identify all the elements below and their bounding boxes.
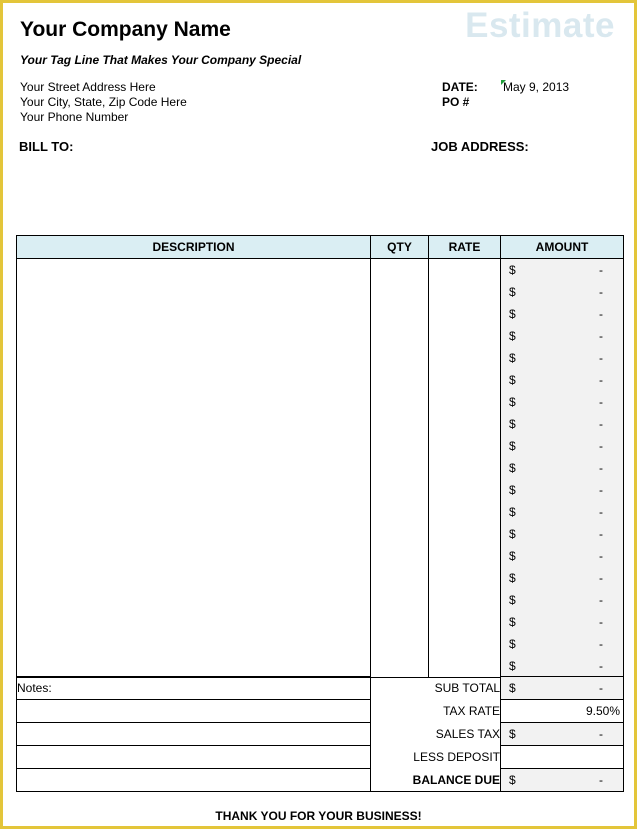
summary-label: SUB TOTAL xyxy=(371,677,501,700)
amount-value: - xyxy=(599,329,603,343)
notes-line[interactable] xyxy=(17,700,371,723)
rate-cell[interactable] xyxy=(429,633,501,655)
summary-table xyxy=(16,676,624,792)
summary-label: BALANCE DUE xyxy=(371,769,501,792)
summary-value: - xyxy=(599,773,603,787)
table-row xyxy=(17,413,624,435)
description-cell[interactable] xyxy=(17,589,371,611)
currency-symbol: $ xyxy=(509,727,516,741)
summary-amount-cell[interactable] xyxy=(501,723,624,746)
table-row xyxy=(17,655,624,678)
description-cell[interactable] xyxy=(17,303,371,325)
description-cell[interactable] xyxy=(17,391,371,413)
currency-symbol: $ xyxy=(509,263,516,277)
description-cell[interactable] xyxy=(17,325,371,347)
currency-symbol: $ xyxy=(509,637,516,651)
amount-value: - xyxy=(599,637,603,651)
summary-row xyxy=(17,723,624,746)
column-header-qty: QTY xyxy=(371,236,429,259)
summary-value: - xyxy=(599,727,603,741)
rate-cell[interactable] xyxy=(429,611,501,633)
table-row xyxy=(17,435,624,457)
summary-row xyxy=(17,746,624,769)
summary-amount-cell[interactable] xyxy=(501,700,624,723)
currency-symbol: $ xyxy=(509,527,516,541)
amount-cell[interactable] xyxy=(501,281,624,303)
description-cell[interactable] xyxy=(17,435,371,457)
amount-value: - xyxy=(599,483,603,497)
amount-cell[interactable] xyxy=(501,325,624,347)
currency-symbol: $ xyxy=(509,773,516,787)
amount-value: - xyxy=(599,417,603,431)
rate-cell[interactable] xyxy=(429,589,501,611)
description-cell[interactable] xyxy=(17,413,371,435)
table-row xyxy=(17,347,624,369)
qty-cell[interactable] xyxy=(371,303,429,325)
description-cell[interactable] xyxy=(17,281,371,303)
table-row xyxy=(17,589,624,611)
table-row xyxy=(17,501,624,523)
amount-value: - xyxy=(599,351,603,365)
amount-value: - xyxy=(599,659,603,673)
summary-amount-cell[interactable] xyxy=(501,746,624,769)
qty-cell[interactable] xyxy=(371,369,429,391)
summary-label: TAX RATE xyxy=(371,700,501,723)
summary-row xyxy=(17,769,624,792)
summary-value: - xyxy=(599,681,603,695)
amount-cell[interactable] xyxy=(501,457,624,479)
rate-cell[interactable] xyxy=(429,479,501,501)
rate-cell[interactable] xyxy=(429,545,501,567)
currency-symbol: $ xyxy=(509,659,516,673)
qty-cell[interactable] xyxy=(371,523,429,545)
rate-cell[interactable] xyxy=(429,435,501,457)
table-row xyxy=(17,633,624,655)
currency-symbol: $ xyxy=(509,505,516,519)
qty-cell[interactable] xyxy=(371,633,429,655)
notes-line[interactable] xyxy=(17,769,371,792)
currency-symbol: $ xyxy=(509,307,516,321)
amount-cell[interactable] xyxy=(501,391,624,413)
description-cell[interactable] xyxy=(17,259,371,282)
table-header-row xyxy=(17,236,624,259)
rate-cell[interactable] xyxy=(429,457,501,479)
rate-cell[interactable] xyxy=(429,567,501,589)
street-address: Your Street Address Here xyxy=(20,80,156,94)
currency-symbol: $ xyxy=(509,285,516,299)
qty-cell[interactable] xyxy=(371,347,429,369)
summary-amount-cell[interactable] xyxy=(501,677,624,700)
qty-cell[interactable] xyxy=(371,589,429,611)
amount-value: - xyxy=(599,285,603,299)
notes-line[interactable] xyxy=(17,746,371,769)
job-address-label: JOB ADDRESS: xyxy=(431,139,529,154)
table-row xyxy=(17,325,624,347)
column-header-description: DESCRIPTION xyxy=(17,236,371,259)
qty-cell[interactable] xyxy=(371,655,429,678)
amount-value: - xyxy=(599,461,603,475)
amount-cell[interactable] xyxy=(501,303,624,325)
qty-cell[interactable] xyxy=(371,501,429,523)
description-cell[interactable] xyxy=(17,545,371,567)
summary-row xyxy=(17,677,624,700)
qty-cell[interactable] xyxy=(371,611,429,633)
qty-cell[interactable] xyxy=(371,413,429,435)
table-row xyxy=(17,545,624,567)
description-cell[interactable] xyxy=(17,501,371,523)
rate-cell[interactable] xyxy=(429,369,501,391)
currency-symbol: $ xyxy=(509,571,516,585)
rate-cell[interactable] xyxy=(429,501,501,523)
description-cell[interactable] xyxy=(17,479,371,501)
column-header-rate: RATE xyxy=(429,236,501,259)
description-cell[interactable] xyxy=(17,347,371,369)
amount-value: - xyxy=(599,439,603,453)
table-row xyxy=(17,611,624,633)
rate-cell[interactable] xyxy=(429,413,501,435)
line-items-body xyxy=(17,259,624,678)
table-row xyxy=(17,391,624,413)
rate-cell[interactable] xyxy=(429,347,501,369)
description-cell[interactable] xyxy=(17,523,371,545)
amount-cell[interactable] xyxy=(501,369,624,391)
rate-cell[interactable] xyxy=(429,325,501,347)
thank-you-message: THANK YOU FOR YOUR BUSINESS! xyxy=(215,809,422,823)
currency-symbol: $ xyxy=(509,549,516,563)
city-state-zip: Your City, State, Zip Code Here xyxy=(20,95,187,109)
summary-body xyxy=(17,677,624,792)
amount-cell[interactable] xyxy=(501,523,624,545)
table-row xyxy=(17,281,624,303)
currency-symbol: $ xyxy=(509,615,516,629)
table-row xyxy=(17,457,624,479)
po-label: PO # xyxy=(442,95,470,109)
qty-cell[interactable] xyxy=(371,281,429,303)
currency-symbol: $ xyxy=(509,461,516,475)
amount-value: - xyxy=(599,395,603,409)
rate-cell[interactable] xyxy=(429,303,501,325)
amount-cell[interactable] xyxy=(501,501,624,523)
table-row xyxy=(17,369,624,391)
description-cell[interactable] xyxy=(17,655,371,678)
currency-symbol: $ xyxy=(509,439,516,453)
summary-row xyxy=(17,700,624,723)
summary-label: SALES TAX xyxy=(371,723,501,746)
table-row xyxy=(17,479,624,501)
amount-cell[interactable] xyxy=(501,589,624,611)
amount-value: - xyxy=(599,263,603,277)
amount-cell[interactable] xyxy=(501,413,624,435)
qty-cell[interactable] xyxy=(371,457,429,479)
amount-value: - xyxy=(599,571,603,585)
date-value[interactable]: May 9, 2013 xyxy=(503,80,570,94)
description-cell[interactable] xyxy=(17,633,371,655)
qty-cell[interactable] xyxy=(371,545,429,567)
qty-cell[interactable] xyxy=(371,479,429,501)
company-tagline: Your Tag Line That Makes Your Company Special xyxy=(20,53,302,67)
notes-line[interactable] xyxy=(17,723,371,746)
date-label: DATE: xyxy=(442,80,478,94)
amount-cell[interactable] xyxy=(501,545,624,567)
amount-cell[interactable] xyxy=(501,259,624,282)
amount-cell[interactable] xyxy=(501,633,624,655)
table-row xyxy=(17,259,624,282)
description-cell[interactable] xyxy=(17,611,371,633)
bill-to-label: BILL TO: xyxy=(19,139,74,154)
amount-cell[interactable] xyxy=(501,655,624,678)
qty-cell[interactable] xyxy=(371,325,429,347)
qty-cell[interactable] xyxy=(371,567,429,589)
currency-symbol: $ xyxy=(509,373,516,387)
rate-cell[interactable] xyxy=(429,655,501,678)
currency-symbol: $ xyxy=(509,417,516,431)
currency-symbol: $ xyxy=(509,593,516,607)
currency-symbol: $ xyxy=(509,351,516,365)
amount-cell[interactable] xyxy=(501,611,624,633)
table-row xyxy=(17,567,624,589)
qty-cell[interactable] xyxy=(371,435,429,457)
line-items-table xyxy=(16,235,624,678)
amount-cell[interactable] xyxy=(501,347,624,369)
description-cell[interactable] xyxy=(17,567,371,589)
currency-symbol: $ xyxy=(509,329,516,343)
notes-label[interactable]: Notes: xyxy=(17,677,371,700)
amount-value: - xyxy=(599,373,603,387)
rate-cell[interactable] xyxy=(429,523,501,545)
amount-cell[interactable] xyxy=(501,567,624,589)
amount-value: - xyxy=(599,307,603,321)
amount-cell[interactable] xyxy=(501,479,624,501)
summary-value: 9.50% xyxy=(585,704,620,718)
company-name: Your Company Name xyxy=(20,18,231,41)
currency-symbol: $ xyxy=(509,681,516,695)
document-title: Estimate xyxy=(465,6,615,45)
amount-value: - xyxy=(599,615,603,629)
qty-cell[interactable] xyxy=(371,259,429,282)
description-cell[interactable] xyxy=(17,369,371,391)
rate-cell[interactable] xyxy=(429,259,501,282)
amount-value: - xyxy=(599,505,603,519)
table-row xyxy=(17,303,624,325)
table-row xyxy=(17,523,624,545)
amount-value: - xyxy=(599,549,603,563)
amount-value: - xyxy=(599,593,603,607)
currency-symbol: $ xyxy=(509,483,516,497)
currency-symbol: $ xyxy=(509,395,516,409)
summary-amount-cell[interactable] xyxy=(501,769,624,792)
description-cell[interactable] xyxy=(17,457,371,479)
qty-cell[interactable] xyxy=(371,391,429,413)
summary-label: LESS DEPOSIT xyxy=(371,746,501,769)
phone-number: Your Phone Number xyxy=(20,110,129,124)
rate-cell[interactable] xyxy=(429,281,501,303)
column-header-amount: AMOUNT xyxy=(501,236,624,259)
rate-cell[interactable] xyxy=(429,391,501,413)
amount-cell[interactable] xyxy=(501,435,624,457)
amount-value: - xyxy=(599,527,603,541)
